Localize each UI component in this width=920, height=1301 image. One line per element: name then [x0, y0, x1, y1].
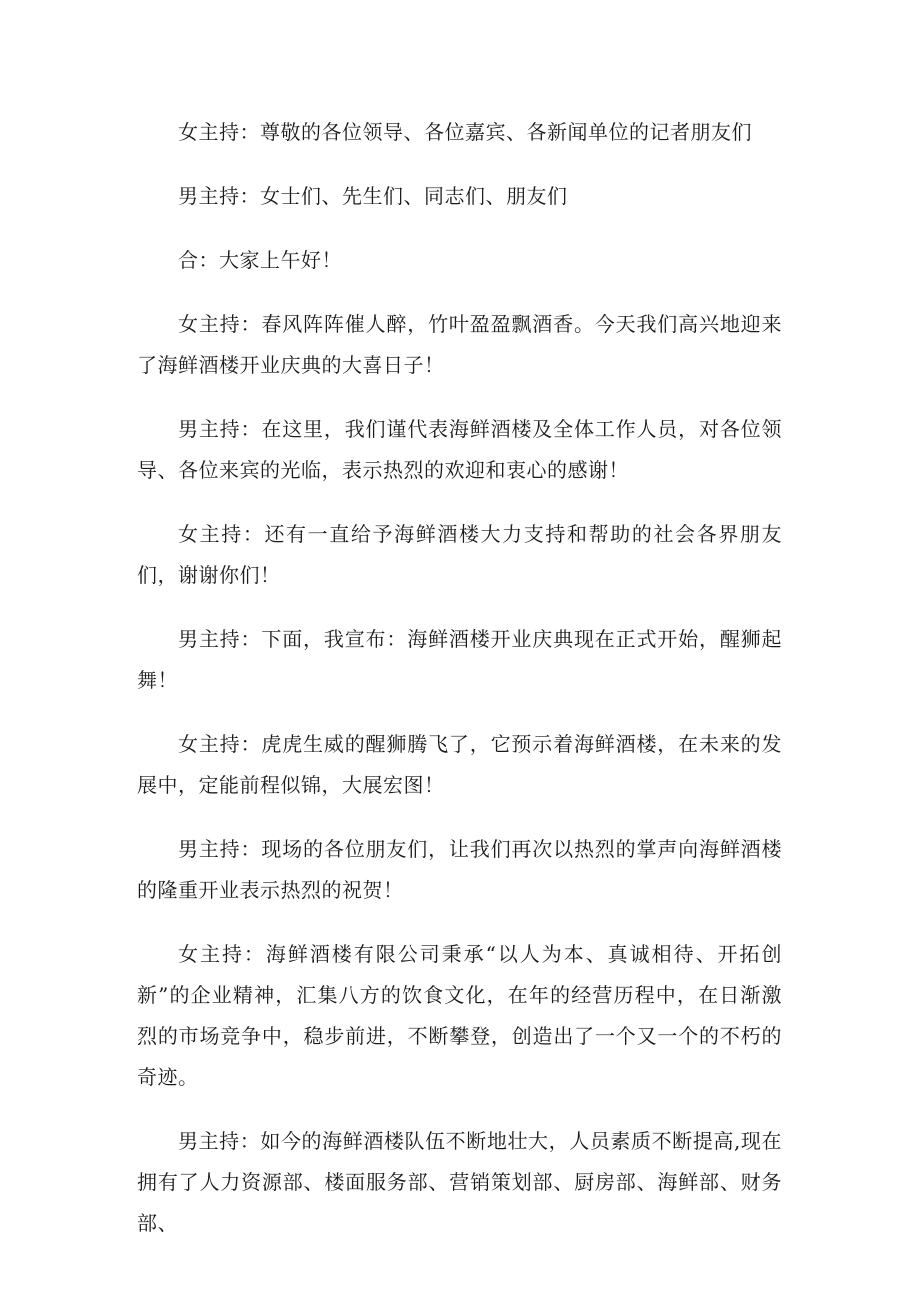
- paragraph-male-host-applause: 男主持：现场的各位朋友们，让我们再次以热烈的掌声向海鲜酒楼的隆重开业表示热烈的祝贺！: [137, 837, 782, 902]
- paragraph-female-host-spring: 女主持：春风阵阵催人醉，竹叶盈盈飘酒香。今天我们高兴地迎来了海鲜酒楼开业庆典的大喜日子！: [137, 312, 782, 377]
- paragraph-female-host-lion-dance: 女主持：虎虎生威的醒狮腾飞了，它预示着海鲜酒楼，在未来的发展中，定能前程似锦，大展宏图！: [137, 732, 782, 797]
- paragraph-female-host-thanks: 女主持：还有一直给予海鲜酒楼大力支持和帮助的社会各界朋友们，谢谢你们！: [137, 522, 782, 587]
- document-body: [137, 112, 782, 1267]
- paragraph-male-host-announce: 男主持：下面，我宣布：海鲜酒楼开业庆典现在正式开始，醒狮起舞！: [137, 627, 782, 692]
- paragraph-male-host-departments: 男主持：如今的海鲜酒楼队伍不断地壮大，人员素质不断提高,现在拥有了人力资源部、楼面服务部、营销策划部、厨房部、海鲜部、财务部、: [137, 1129, 782, 1235]
- paragraph-male-host-greeting: 男主持：女士们、先生们、同志们、朋友们: [178, 184, 568, 208]
- paragraph-male-host-welcome: 男主持：在这里，我们谨代表海鲜酒楼及全体工作人员，对各位领导、各位来宾的光临，表示热烈的欢迎和衷心的感谢！: [137, 417, 782, 482]
- paragraph-joint-greeting: 合：大家上午好！: [178, 248, 342, 272]
- paragraph-female-host-company: 女主持：海鲜酒楼有限公司秉承“以人为本、真诚相待、开拓创新”的企业精神，汇集八方的饮食文化，在年的经营历程中，在日渐激烈的市场竞争中，稳步前进，不断攀登，创造出了一个又一个的不朽的奇迹。: [137, 942, 782, 1089]
- paragraph-female-host-greeting: 女主持：尊敬的各位领导、各位嘉宾、各新闻单位的记者朋友们: [178, 120, 752, 144]
